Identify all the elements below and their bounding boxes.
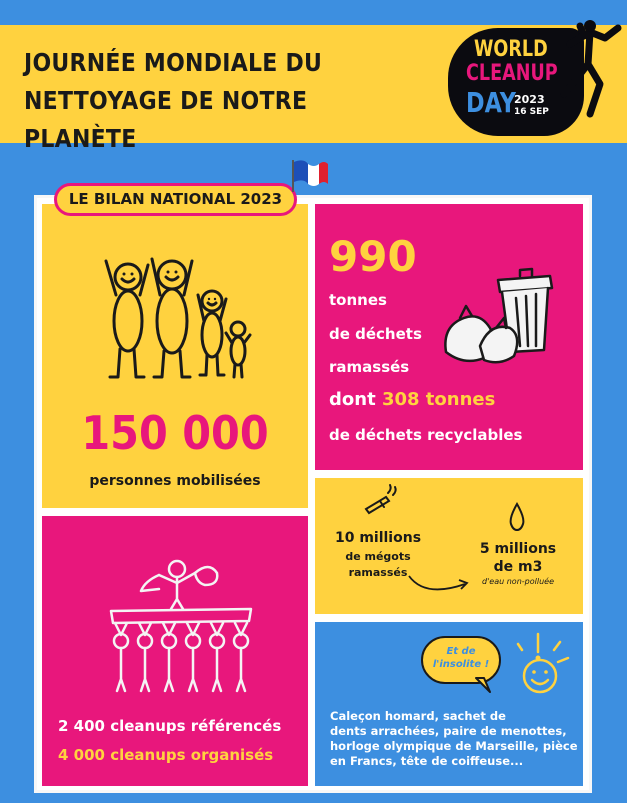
water-drop-icon xyxy=(507,502,527,532)
waste-line-3: ramassés xyxy=(329,358,410,376)
insolite-line: dents arrachées, paire de menottes, xyxy=(330,724,567,738)
insolite-line: horloge olympique de Marseille, pièce xyxy=(330,739,578,753)
cleanups-organized: 4 000 cleanups organisés xyxy=(58,746,274,764)
bubble-line-1: Et de xyxy=(446,646,476,657)
national-report-badge: LE BILAN NATIONAL 2023 xyxy=(54,183,297,216)
recyclable-prefix: dont xyxy=(329,389,382,410)
water-note: d'eau non-polluée xyxy=(482,577,554,586)
insolite-text xyxy=(330,709,580,769)
bubble-tail-icon xyxy=(474,676,494,696)
people-count: 150 000 xyxy=(81,406,269,460)
france-flag-icon xyxy=(290,158,330,192)
butts-line-2: ramassés xyxy=(348,566,408,579)
recyclable-line xyxy=(329,388,495,412)
logo-world: WORLD xyxy=(474,37,548,62)
insolite-line: en Francs, tête de coiffeuse... xyxy=(330,754,524,768)
page-title xyxy=(24,44,394,158)
stick-family-icon xyxy=(100,255,260,385)
crowd-lifting-icon xyxy=(105,555,265,695)
butts-value: 10 millions xyxy=(334,530,422,546)
waste-tonnes-value: 990 xyxy=(329,232,417,281)
water-unit: de m3 xyxy=(493,559,543,575)
trash-bin-icon xyxy=(440,266,560,376)
lightbulb-face-icon xyxy=(514,632,574,702)
bubble-text xyxy=(421,645,501,671)
people-label: personnes mobilisées xyxy=(89,473,261,489)
recyclable-value: 308 tonnes xyxy=(381,389,496,410)
logo-day: DAY xyxy=(466,86,517,119)
waste-line-1: tonnes xyxy=(329,291,387,309)
butts-line-1: de mégots xyxy=(345,550,411,563)
logo-year: 2023 xyxy=(514,93,545,106)
title-line-2: NETTOYAGE DE NOTRE PLANÈTE xyxy=(24,86,308,153)
insolite-line: Caleçon homard, sachet de xyxy=(330,709,506,723)
logo-date: 16 SEP xyxy=(514,107,549,117)
title-line-1: JOURNÉE MONDIALE DU xyxy=(24,48,323,77)
runner-icon xyxy=(560,24,620,124)
cleanups-referenced: 2 400 cleanups référencés xyxy=(58,717,282,735)
water-value: 5 millions xyxy=(479,541,557,557)
cigarette-icon xyxy=(362,487,402,517)
bubble-line-2: l'insolite ! xyxy=(432,659,490,670)
logo-cleanup: CLEANUP xyxy=(466,61,558,86)
arrow-icon xyxy=(405,570,475,600)
waste-line-5: de déchets recyclables xyxy=(329,426,523,444)
waste-line-2: de déchets xyxy=(329,325,422,343)
